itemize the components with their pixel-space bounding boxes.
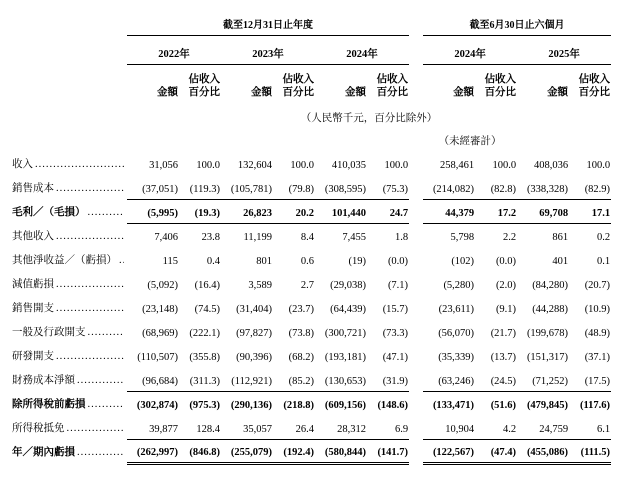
pct-value: 128.4 [196, 423, 220, 435]
amount-value: (199,678) [526, 328, 569, 339]
amount-value: (56,070) [438, 328, 475, 339]
pct-value: (85.2) [288, 375, 314, 387]
amount-value: (102) [451, 256, 475, 267]
pct-value: (15.7) [382, 304, 409, 315]
amount-value: (262,997) [127, 439, 179, 463]
pct-value: (74.5) [194, 304, 220, 315]
amount-column-header: 金額 [345, 87, 366, 98]
table-row [12, 295, 611, 319]
year-header-2022: 2022年 [127, 36, 221, 65]
amount-value: 410,035 [331, 160, 366, 171]
pct-value: (73.8) [288, 328, 314, 339]
pct-value: 0.6 [300, 256, 314, 267]
amount-value: (122,567) [423, 439, 475, 463]
amount-value: (302,874) [127, 391, 179, 415]
year-header-2025-interim: 2025年 [517, 36, 611, 65]
pct-value: (7.1) [387, 280, 409, 291]
pct-value: (311.3) [189, 375, 220, 387]
pct-value: (82.9) [584, 183, 611, 195]
pct-value: (48.9) [584, 328, 611, 339]
table-row [12, 415, 611, 439]
year-header-2024-interim: 2024年 [423, 36, 517, 65]
amount-value: (84,280) [532, 280, 569, 291]
pct-value: (9.1) [495, 304, 517, 315]
table-row [12, 271, 611, 295]
row-label: 除所得稅前虧損 ..... [12, 391, 127, 415]
pct-value: (68.2) [288, 352, 314, 363]
unaudited-note-row [12, 128, 611, 151]
dot-leader [88, 399, 125, 410]
dot-leader [88, 207, 125, 218]
table-body [12, 151, 611, 463]
pct-value: 6.1 [596, 423, 611, 435]
table-row [12, 199, 611, 223]
pct-value: (975.3) [179, 391, 221, 415]
period-group-header-row [12, 16, 611, 36]
amount-value: 258,461 [439, 160, 475, 171]
pct-value: (192.4) [273, 439, 315, 463]
dot-leader [56, 279, 124, 290]
pct-value: 8.4 [300, 232, 314, 243]
row-label: 收入 ..... [12, 151, 127, 175]
table-row [12, 439, 611, 463]
pct-value: 100.0 [290, 160, 314, 171]
dot-leader [56, 351, 124, 362]
pct-value: (20.7) [584, 280, 611, 291]
pct-value: (51.6) [475, 391, 517, 415]
table-row [12, 343, 611, 367]
amount-value: (290,136) [221, 391, 273, 415]
pct-value: (75.3) [382, 183, 409, 195]
annual-period-header: 截至12月31日止年度 [127, 16, 409, 36]
amount-value: (23,148) [142, 304, 178, 315]
dot-leader [35, 159, 124, 170]
amount-value: 861 [552, 232, 569, 243]
pct-value: (148.6) [367, 391, 409, 415]
pct-value: 1.8 [394, 232, 409, 243]
row-label: 所得稅抵免 ..... [12, 415, 127, 439]
amount-value: (580,844) [315, 439, 367, 463]
pct-value: 100.0 [492, 160, 517, 171]
pct-value: 17.2 [475, 199, 517, 223]
pct-value: (218.8) [273, 391, 315, 415]
amount-value: 39,877 [149, 423, 178, 435]
amount-value: 408,036 [533, 160, 569, 171]
pct-column-header: 佔收入 百分比 [578, 74, 611, 98]
amount-value: (29,038) [330, 280, 366, 291]
amount-column-header: 金額 [547, 87, 569, 98]
column-header-row [12, 65, 611, 102]
pct-value: 17.1 [569, 199, 611, 223]
pct-value: 20.2 [273, 199, 315, 223]
amount-value: (64,439) [330, 304, 366, 315]
dot-leader [56, 303, 124, 314]
pct-column-header: 佔收入 百分比 [188, 74, 220, 98]
amount-value: (35,339) [438, 352, 475, 363]
pct-column-header: 佔收入 百分比 [282, 74, 314, 98]
pct-column-header: 佔收入 百分比 [484, 74, 517, 98]
amount-value: 44,379 [423, 199, 475, 223]
dot-leader [77, 447, 124, 458]
amount-value: 101,440 [315, 199, 367, 223]
amount-value: 115 [162, 256, 178, 267]
row-label: 銷售成本 ..... [12, 175, 127, 199]
dot-leader [119, 255, 124, 266]
pct-value: (19.3) [179, 199, 221, 223]
dot-leader [56, 231, 124, 242]
pct-value: (355.8) [189, 352, 220, 363]
amount-value: 10,904 [445, 423, 475, 435]
amount-value: (31,404) [236, 304, 272, 315]
amount-column-header: 金額 [157, 87, 178, 98]
amount-value: (63,246) [438, 375, 475, 387]
pct-value: (73.3) [382, 328, 409, 339]
pct-value: (13.7) [490, 352, 517, 363]
amount-value: 35,057 [243, 423, 272, 435]
pct-value: (82.8) [490, 183, 517, 195]
pct-value: (846.8) [179, 439, 221, 463]
pct-value: (31.9) [382, 375, 409, 387]
amount-value: (130,653) [324, 375, 366, 387]
dot-leader [67, 423, 125, 434]
row-label: 毛利／（毛損） ..... [12, 199, 127, 223]
table-row [12, 247, 611, 271]
interim-period-header: 截至6月30日止六個月 [423, 16, 611, 36]
amount-value: (214,082) [432, 183, 475, 195]
pct-value: 26.4 [295, 423, 314, 435]
amount-value: 3,589 [248, 280, 272, 291]
currency-note: （人民幣千元，百分比除外） [300, 113, 438, 124]
pct-column-header: 佔收入 百分比 [376, 74, 409, 98]
year-header-2024: 2024年 [315, 36, 409, 65]
pct-value: (23.7) [288, 304, 314, 315]
pct-value: (10.9) [584, 304, 611, 315]
table-row [12, 367, 611, 391]
pct-value: (24.5) [490, 375, 517, 387]
pct-value: (119.3) [189, 183, 220, 195]
amount-value: 28,312 [337, 423, 366, 435]
amount-value: (308,595) [324, 183, 366, 195]
amount-value: (5,092) [147, 280, 178, 291]
pct-value: (0.0) [387, 256, 409, 267]
amount-value: (151,317) [526, 352, 569, 363]
pct-value: 24.7 [367, 199, 409, 223]
unaudited-note: （未經審計） [438, 136, 502, 147]
amount-value: (479,845) [517, 391, 569, 415]
amount-value: 401 [552, 256, 569, 267]
pct-value: (111.5) [569, 439, 611, 463]
dot-leader [56, 183, 124, 194]
pct-value: (47.4) [475, 439, 517, 463]
amount-value: (68,969) [142, 328, 178, 339]
pct-value: 0.2 [596, 232, 611, 243]
amount-value: 31,056 [149, 160, 178, 171]
amount-value: (110,507) [137, 352, 178, 363]
row-label: 其他收入 ..... [12, 223, 127, 247]
row-label: 減值虧損 ..... [12, 271, 127, 295]
pct-value: 23.8 [201, 232, 220, 243]
table-row [12, 223, 611, 247]
pct-value: (21.7) [490, 328, 517, 339]
amount-column-header: 金額 [251, 87, 272, 98]
amount-value: (112,921) [231, 375, 272, 387]
pct-value: (79.8) [288, 183, 314, 195]
row-label: 其他淨收益／（虧損） ..... [12, 247, 127, 271]
pct-value: (117.6) [569, 391, 611, 415]
table-row [12, 151, 611, 175]
amount-value: (37,051) [142, 183, 178, 195]
amount-value: 5,798 [450, 232, 475, 243]
year-header-row [12, 36, 611, 65]
amount-value: (5,995) [127, 199, 179, 223]
amount-value: 7,406 [154, 232, 178, 243]
amount-value: (71,252) [532, 375, 569, 387]
pct-value: (2.0) [495, 280, 517, 291]
pct-value: (141.7) [367, 439, 409, 463]
pct-value: 6.9 [394, 423, 409, 435]
amount-value: (300,721) [324, 328, 366, 339]
amount-value: (255,079) [221, 439, 273, 463]
row-label: 研發開支 ..... [12, 343, 127, 367]
amount-value: 69,708 [517, 199, 569, 223]
amount-value: 801 [256, 256, 272, 267]
amount-value: (338,328) [526, 183, 569, 195]
amount-value: (90,396) [236, 352, 272, 363]
amount-value: (23,611) [438, 304, 475, 315]
pct-value: 2.7 [300, 280, 314, 291]
amount-value: 11,199 [243, 232, 272, 243]
pct-value: (47.1) [382, 352, 409, 363]
amount-value: (44,288) [532, 304, 569, 315]
amount-value: (609,156) [315, 391, 367, 415]
pct-value: 0.4 [206, 256, 220, 267]
pct-value: 4.2 [502, 423, 517, 435]
table-row [12, 391, 611, 415]
pct-value: (222.1) [189, 328, 220, 339]
amount-value: (193,181) [324, 352, 366, 363]
row-label: 財務成本淨額 ..... [12, 367, 127, 391]
dot-leader [77, 375, 124, 386]
currency-note-row [12, 101, 611, 128]
amount-column-header: 金額 [453, 87, 475, 98]
pct-value: 100.0 [586, 160, 611, 171]
amount-value: 24,759 [539, 423, 569, 435]
table-row [12, 319, 611, 343]
amount-value: (96,684) [142, 375, 178, 387]
amount-value: (133,471) [423, 391, 475, 415]
pct-value: (16.4) [194, 280, 220, 291]
pct-value: 2.2 [502, 232, 517, 243]
pct-value: 0.1 [596, 256, 611, 267]
pct-value: (17.5) [584, 375, 611, 387]
row-label: 銷售開支 ..... [12, 295, 127, 319]
amount-value: 132,604 [237, 160, 272, 171]
amount-value: (97,827) [236, 328, 272, 339]
amount-value: (5,280) [443, 280, 475, 291]
row-label: 年／期內虧損 ..... [12, 439, 127, 463]
dot-leader [88, 327, 125, 338]
year-header-2023: 2023年 [221, 36, 315, 65]
amount-value: (19) [348, 256, 366, 267]
row-label: 一般及行政開支 ..... [12, 319, 127, 343]
financial-summary-table [12, 16, 611, 465]
amount-value: 26,823 [221, 199, 273, 223]
amount-value: 7,455 [342, 232, 366, 243]
amount-value: (105,781) [230, 183, 272, 195]
pct-value: (0.0) [495, 256, 517, 267]
amount-value: (455,086) [517, 439, 569, 463]
pct-value: (37.1) [584, 352, 611, 363]
pct-value: 100.0 [196, 160, 220, 171]
table-row [12, 175, 611, 199]
pct-value: 100.0 [384, 160, 409, 171]
